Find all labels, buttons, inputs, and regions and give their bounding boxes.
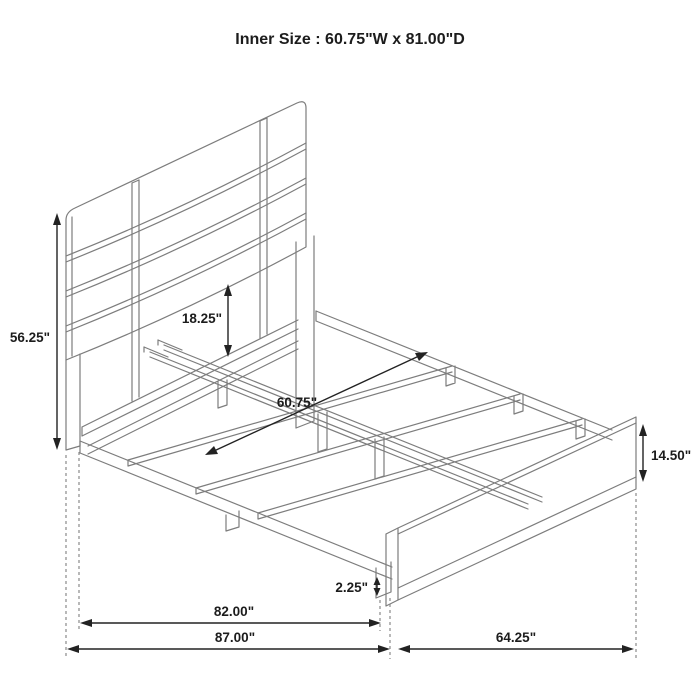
dimension-label-footboard-width: 64.25" — [495, 630, 537, 645]
dimension-footboard-height — [639, 424, 691, 482]
dimension-label-headboard-height: 56.25" — [9, 330, 50, 345]
dimension-rail-length — [80, 604, 381, 627]
dimension-label-panel-clearance: 18.25" — [181, 311, 222, 326]
center-support-rails — [144, 340, 542, 509]
extension-lines — [66, 452, 636, 659]
dimension-inner-width — [205, 352, 428, 455]
cross-slats — [128, 366, 585, 519]
diagram-title: Inner Size : 60.75"W x 81.00"D — [235, 31, 465, 48]
dimension-label-foot-leg: 2.25" — [335, 580, 368, 595]
dimension-label-rail-length: 82.00" — [213, 604, 255, 619]
dimension-label-footboard-height: 14.50" — [651, 448, 692, 463]
far-side-rail — [316, 311, 612, 440]
headboard-legs — [66, 236, 314, 450]
dimension-foot-leg — [335, 577, 380, 596]
dimension-footboard-width — [398, 630, 634, 653]
near-side-rail — [80, 441, 392, 579]
dimension-overall-length — [67, 630, 390, 653]
bed-drawing — [66, 102, 636, 606]
dimension-panel-clearance — [182, 284, 232, 357]
dimension-label-overall-length: 87.00" — [214, 630, 256, 645]
dimension-label-inner-width: 60.75" — [276, 395, 318, 410]
dimension-headboard-height — [10, 213, 61, 450]
